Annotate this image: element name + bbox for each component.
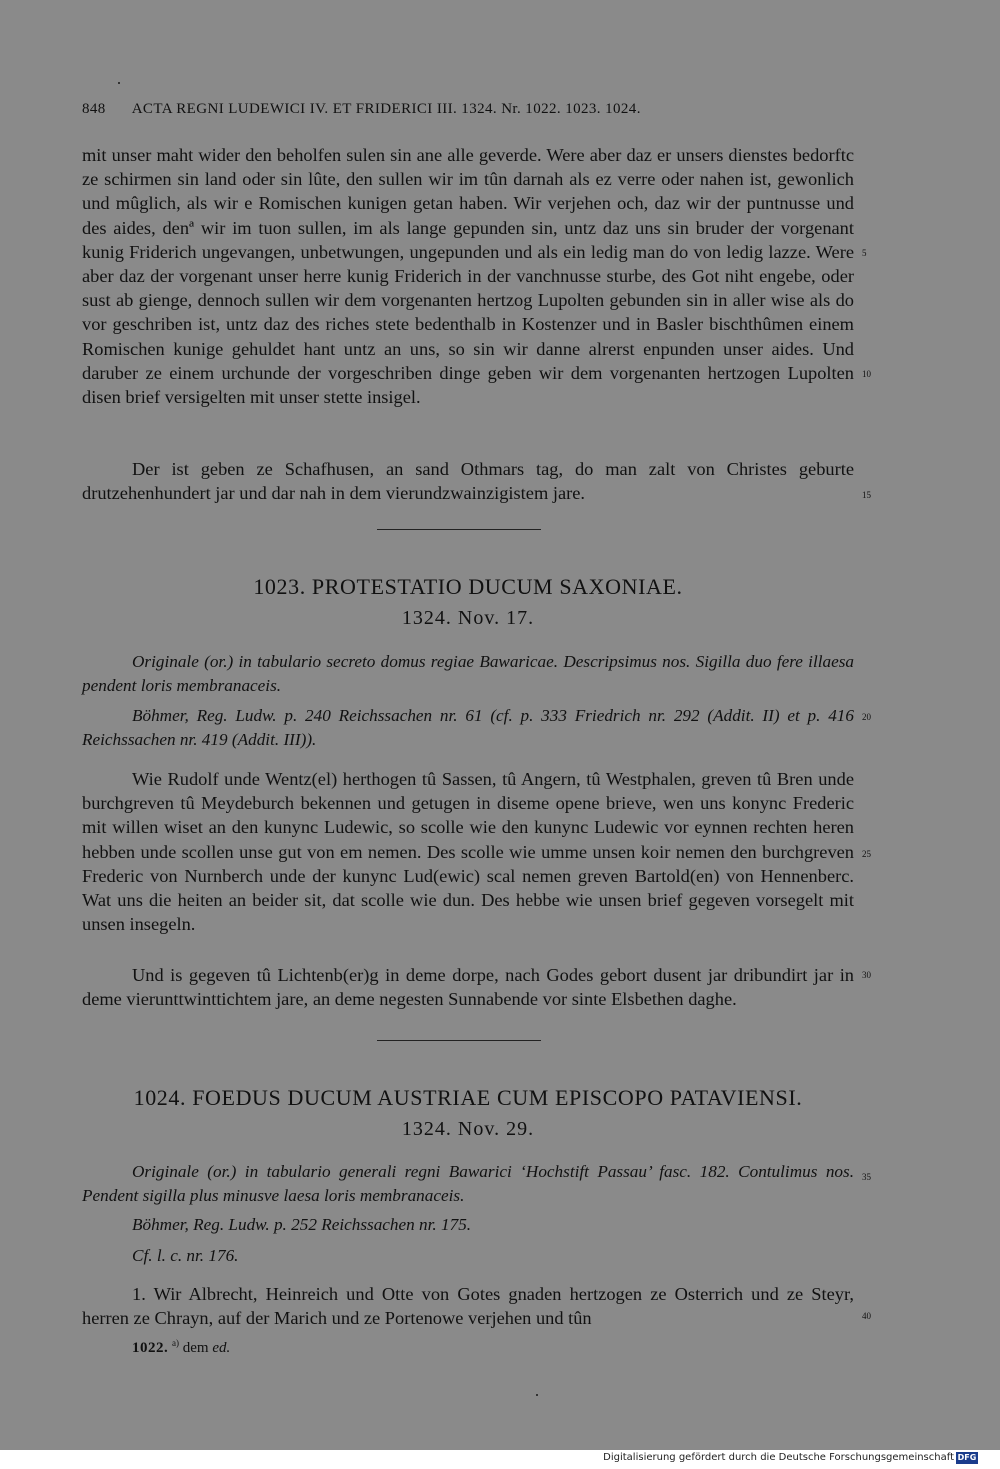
footnote-ed: ed. bbox=[212, 1340, 231, 1356]
footnote bbox=[132, 1338, 230, 1357]
line-number: 10 bbox=[862, 369, 871, 379]
running-title: ACTA REGNI LUDEWICI IV. ET FRIDERICI III. 1324. Nr. 1022. 1023. 1024. bbox=[131, 101, 641, 117]
dfg-logo-icon: DFG bbox=[957, 1453, 977, 1462]
footnote-text: dem bbox=[182, 1340, 209, 1356]
doc1023-source-note: Originale (or.) in tabulario secreto domus regiae Bawaricae. Descripsimus nos. Sigilla duo fere illaesa pendent loris membranaceis. bbox=[82, 652, 854, 696]
page-number: 848 bbox=[82, 101, 106, 117]
speck bbox=[118, 82, 120, 84]
doc1022-dating: Der ist geben ze Schafhusen, an sand Othmars tag, do man zalt von Christes geburte drutzehenhundert jar und dar nah in dem vierundzwainzigistem jare. bbox=[82, 459, 854, 504]
line-number: 30 bbox=[862, 970, 871, 980]
line-number: 5 bbox=[862, 248, 867, 258]
doc1024-title: 1024. FOEDUS DUCUM AUSTRIAE CUM EPISCOPO PATAVIENSI. bbox=[133, 1085, 803, 1110]
line-number: 25 bbox=[862, 849, 871, 859]
doc1023-dating: Und is gegeven tû Lichtenb(er)g in deme dorpe, nach Godes gebort dusent jar dribundirt jar in deme vierunttwinttichtem jare, an deme negesten Sunnabende vor sinte Elsbethen daghe. bbox=[82, 965, 854, 1010]
digitization-credit: Digitalisierung gefördert durch die Deutsche Forschungsgemeinschaft bbox=[603, 1452, 954, 1463]
doc1023-title: 1023. PROTESTATIO DUCUM SAXONIAE. bbox=[253, 574, 683, 599]
doc1024-reference-note: Böhmer, Reg. Ludw. p. 252 Reichssachen nr. 175. bbox=[132, 1215, 472, 1234]
footnote-mark: a) bbox=[172, 1338, 179, 1348]
line-number: 20 bbox=[862, 712, 871, 722]
doc1024-paragraph: 1. Wir Albrecht, Heinreich und Otte von Gotes gnaden hertzogen ze Osterrich und ze Steyr, herren ze Chrayn, auf der Marich und ze Portenowe verjehen und tûn bbox=[82, 1284, 854, 1329]
doc1024-cf-note: Cf. l. c. nr. 176. bbox=[132, 1246, 239, 1265]
section-separator bbox=[377, 1040, 541, 1041]
running-header bbox=[82, 101, 862, 118]
doc1024-date: 1324. Nov. 29. bbox=[401, 1118, 535, 1140]
doc1023-reference-note: Böhmer, Reg. Ludw. p. 240 Reichssachen nr. 61 (cf. p. 333 Friedrich nr. 292 (Addit. II) et p. 416 Reichssachen nr. 419 (Addit. III)). bbox=[82, 706, 854, 750]
line-number: 40 bbox=[862, 1311, 871, 1321]
speck bbox=[536, 1394, 538, 1396]
line-number: 15 bbox=[862, 490, 871, 500]
section-separator bbox=[377, 529, 541, 530]
line-number: 35 bbox=[862, 1172, 871, 1182]
doc1024-source-note: Originale (or.) in tabulario generali regni Bawarici ‘Hochstift Passau’ fasc. 182. Contulimus nos. Pendent sigilla plus minusve laesa loris membranaceis. bbox=[82, 1162, 854, 1206]
doc1023-paragraph: Wie Rudolf unde Wentz(el) herthogen tû Sassen, tû Angern, tû Westphalen, greven tû Bren unde burchgreven tû Meydeburch bekennen und getugen in diseme opene brieve, wen uns konync Frederic mit willen wiset an den kunync Ludewic, so scolle wie den kunync Ludewic vor eynnen rechten heren hebben unde scollen unse gut von em nemen. Des scolle wie umme unsen koir nemen den burchgreven Frederic von Nurnberch unde der kunync Lud(ewic) scal nemen greven Bartold(en) von Hennenberc. Wat uns die heiten an beider sit, dat scolle wie dun. Des hebbe wie unsen brief gegeven vorsegelt mit unsen insegeln. bbox=[82, 769, 854, 935]
doc1023-date: 1324. Nov. 17. bbox=[401, 607, 535, 629]
doc1022-paragraph: mit unser maht wider den beholfen sulen sin ane alle geverde. Were aber daz er unsers dienstes bedorftc ze schirmen sin land oder sin lûte, den sullen wir im tûn darnah als ez verre oder nahen ist, gewonlich und mûglich, als wir e Romischen kunigen getan haben. Wir verjehen och, daz wir der puntnusse und des aides, denª wir im tuon sullen, im als lange gepunden sin, untz daz uns sin bruder der vorgenant kunig Friderich ungevangen, unbetwungen, ungepunden und als ein ledig man do von ledig lazze. Were aber daz der vorgenant unser herre kunig Friderich in der vanchnusse sturbe, des Got niht engebe, oder sust ab gienge, dennoch sullen wir dem vorgenanten hertzog Lupolten gebunden sin in aller wise als do vor geschriben ist, untz daz des riches stete bedenthalb in Kostenzer und in Basler bischthûmen einem Romischen kunige gehuldet hant untz an uns, so sin wir danne alrerst enpunden unser aides. Und daruber ze einem urchunde der vorgeschriben dinge geben wir dem vorgenanten hertzogen Lupolten disen brief versigelten mit unser stette insigel. bbox=[82, 145, 854, 408]
footnote-number: 1022. bbox=[132, 1340, 169, 1356]
